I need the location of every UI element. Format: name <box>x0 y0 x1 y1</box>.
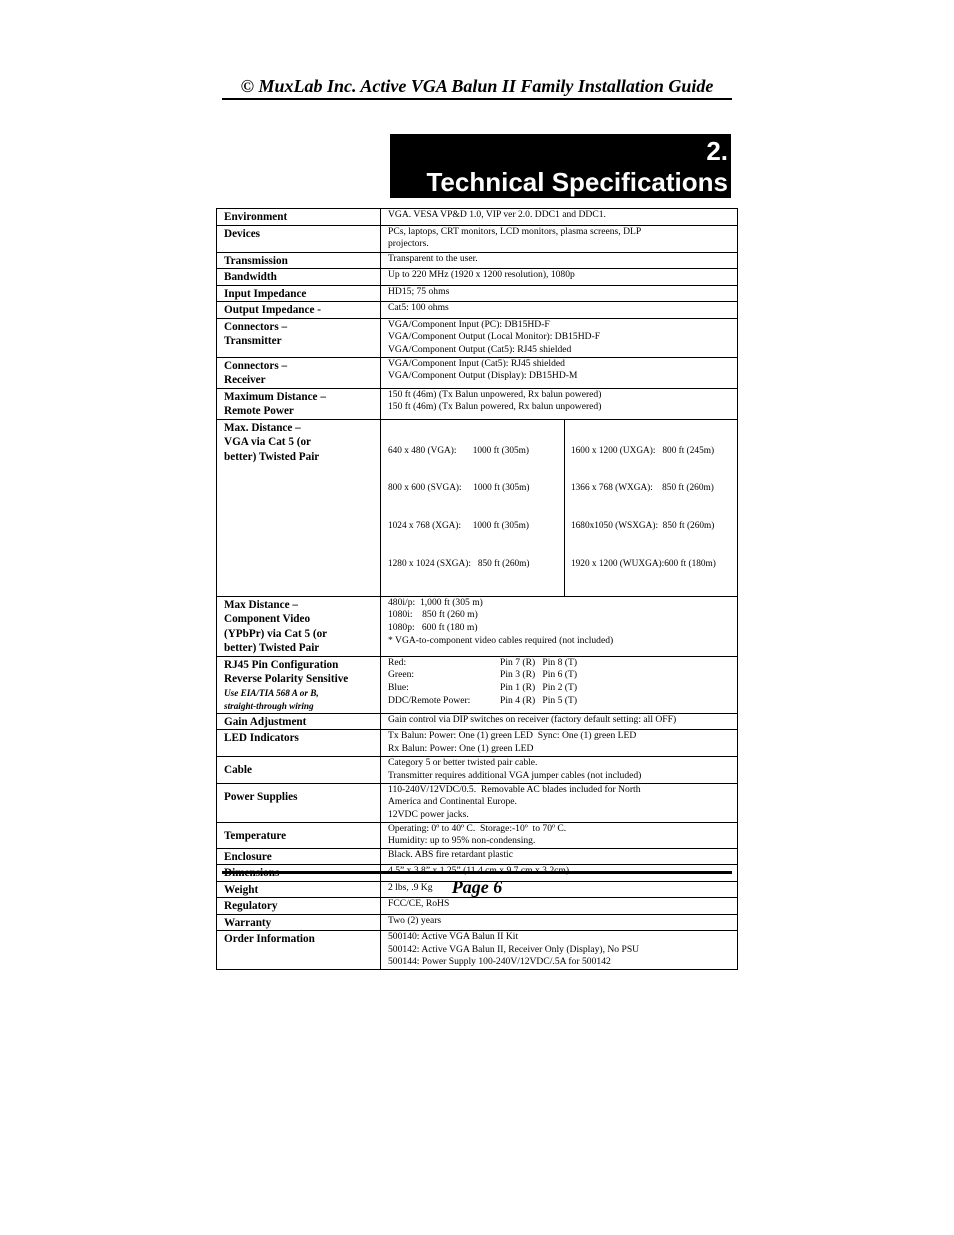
spec-row-input-impedance <box>217 285 738 302</box>
spec-label: Devices <box>217 225 381 252</box>
pin-table <box>388 657 735 707</box>
spec-line: 12VDC power jacks. <box>388 808 469 820</box>
spec-value: Two (2) years <box>381 914 738 931</box>
spec-label-line: Component Video <box>224 613 311 626</box>
spec-value <box>381 783 738 822</box>
spec-line: 150 ft (46m) (Tx Balun powered, Rx balun unpowered) <box>388 401 602 413</box>
spec-label: Input Impedance <box>217 285 381 302</box>
spec-row-temperature <box>217 822 738 848</box>
spec-line: 1080i: 850 ft (260 m) <box>388 609 478 621</box>
spec-line: 1080p: 600 ft (180 m) <box>388 622 478 633</box>
spec-line: 110-240V/12VDC/0.5. Removable AC blades included for North <box>388 783 641 795</box>
spec-line: Rx Balun: Power: One (1) green LED <box>388 742 534 754</box>
spec-line: 500140: Active VGA Balun II Kit <box>388 931 519 943</box>
spec-label <box>217 419 381 596</box>
spec-label-line: better) Twisted Pair <box>224 642 320 655</box>
spec-label: Weight <box>217 881 381 898</box>
page-number: Page 6 <box>451 877 503 897</box>
spec-line: 500142: Active VGA Balun II, Receiver Only (Display), No PSU <box>388 943 640 955</box>
resolution-line: 1680x1050 (WSXGA): 850 ft (260m) <box>571 521 715 532</box>
spec-line: VGA/Component Input (PC): DB15HD-F <box>388 318 550 330</box>
pin-numbers: Pin 3 (R) Pin 6 (T) <box>500 669 578 681</box>
spec-label-line: (YPbPr) via Cat 5 (or <box>224 627 328 640</box>
spec-label: Regulatory <box>217 898 381 915</box>
spec-label: Power Supplies <box>217 783 381 822</box>
spec-value <box>381 931 738 970</box>
page-header: © MuxLab Inc. Active VGA Balun II Family Installation Guide <box>222 74 732 100</box>
spec-label-line: Connectors – <box>224 320 288 333</box>
spec-label-line: Transmitter <box>224 335 282 347</box>
spec-row-power-supplies <box>217 783 738 822</box>
spec-value <box>381 388 738 419</box>
spec-value: Transparent to the user. <box>381 252 738 269</box>
pin-row <box>388 695 735 708</box>
section-title-box <box>390 134 731 198</box>
spec-value: 2 lbs, .9 Kg <box>381 881 738 898</box>
spec-label: Transmission <box>217 252 381 269</box>
spec-line: 480i/p: 1,000 ft (305 m) <box>388 596 483 608</box>
spec-label-line: Maximum Distance – <box>224 390 326 403</box>
spec-value <box>381 419 738 596</box>
pin-signal: Red: <box>388 656 407 668</box>
spec-value: Cat5: 100 ohms <box>381 302 738 319</box>
spec-label: Gain Adjustment <box>217 713 381 730</box>
pin-row <box>388 669 735 682</box>
spec-label: Output Impedance - <box>217 302 381 319</box>
spec-label-line: Max. Distance – <box>224 421 301 434</box>
spec-label-line: better) Twisted Pair <box>224 450 320 463</box>
spec-label: LED Indicators <box>217 730 381 757</box>
resolution-line: 1280 x 1024 (SXGA): 850 ft (260m) <box>388 559 530 570</box>
spec-label: Temperature <box>217 822 381 848</box>
spec-line: America and Continental Europe. <box>388 796 517 808</box>
resolution-line: 1600 x 1200 (UXGA): 800 ft (245m) <box>571 445 715 456</box>
spec-label-line: Remote Power <box>224 405 294 417</box>
resolution-table <box>381 420 737 596</box>
pin-row <box>388 682 735 695</box>
spec-label-line: Reverse Polarity Sensitive <box>224 673 349 686</box>
spec-row-regulatory <box>217 898 738 915</box>
spec-line: Operating: 0º to 40º C. Storage:-10º to 70º C. <box>388 822 567 834</box>
spec-value: 4.5” x 3.8” x 1.25” (11.4 cm x 9.7 cm x 3.2cm) <box>381 865 738 882</box>
spec-row-max-distance-vga <box>217 419 738 596</box>
spec-value <box>381 656 738 713</box>
spec-label-note: Use EIA/TIA 568 A or B, <box>224 687 319 698</box>
spec-row-cable <box>217 757 738 783</box>
spec-row-connectors-transmitter <box>217 318 738 357</box>
pin-numbers: Pin 1 (R) Pin 2 (T) <box>500 682 578 693</box>
spec-row-output-impedance <box>217 302 738 319</box>
resolution-line: 1920 x 1200 (WUXGA):600 ft (180m) <box>571 559 716 570</box>
spec-value: FCC/CE, RoHS <box>381 898 738 915</box>
resolution-line: 640 x 480 (VGA): 1000 ft (305m) <box>388 445 529 456</box>
spec-line: Humidity: up to 95% non-condensing. <box>388 835 536 847</box>
spec-label: Warranty <box>217 914 381 931</box>
spec-label-line: Max Distance – <box>224 598 298 611</box>
resolution-column-right <box>565 420 738 596</box>
spec-value: Up to 220 MHz (1920 x 1200 resolution), 1080p <box>381 269 738 286</box>
spec-value <box>381 822 738 848</box>
spec-row-devices <box>217 225 738 252</box>
spec-label-line: RJ45 Pin Configuration <box>224 658 339 671</box>
pin-numbers: Pin 4 (R) Pin 5 (T) <box>500 694 578 706</box>
spec-line: Transmitter requires additional VGA jumper cables (not included) <box>388 769 642 781</box>
spec-label-line: Receiver <box>224 374 266 386</box>
spec-label <box>217 357 381 388</box>
spec-label <box>217 596 381 656</box>
spec-line: Category 5 or better twisted pair cable. <box>388 757 538 769</box>
spec-row-led-indicators <box>217 730 738 757</box>
spec-value <box>381 730 738 757</box>
footer-divider <box>222 871 732 874</box>
spec-row-warranty <box>217 914 738 931</box>
spec-row-rj45-pin-configuration <box>217 656 738 713</box>
resolution-line: 1366 x 768 (WXGA): 850 ft (260m) <box>571 483 714 494</box>
spec-value: VGA. VESA VP&D 1.0, VIP ver 2.0. DDC1 and DDC1. <box>381 209 738 226</box>
section-number: 2. <box>706 136 728 166</box>
section-title: Technical Specifications <box>426 167 728 197</box>
spec-line: VGA/Component Input (Cat5): RJ45 shielded <box>388 357 565 369</box>
pin-signal: Green: <box>388 669 415 681</box>
spec-line: VGA/Component Output (Cat5): RJ45 shielded <box>388 343 572 355</box>
spec-line: 500144: Power Supply 100-240V/12VDC/.5A for 500142 <box>388 956 611 968</box>
spec-row-order-information <box>217 931 738 970</box>
specifications-table <box>216 208 738 970</box>
resolution-column-left <box>381 420 565 596</box>
spec-line: PCs, laptops, CRT monitors, LCD monitors, plasma screens, DLP <box>388 225 642 237</box>
spec-label-line: VGA via Cat 5 (or <box>224 436 312 448</box>
spec-row-environment <box>217 209 738 226</box>
spec-line: 150 ft (46m) (Tx Balun unpowered, Rx balun powered) <box>388 388 602 400</box>
resolution-columns <box>381 420 737 596</box>
resolution-line: 1024 x 768 (XGA): 1000 ft (305m) <box>388 521 529 532</box>
spec-row-connectors-receiver <box>217 357 738 388</box>
spec-value <box>381 757 738 783</box>
spec-label <box>217 318 381 357</box>
spec-row-enclosure <box>217 848 738 865</box>
spec-value: Black. ABS fire retardant plastic <box>381 848 738 865</box>
spec-line: VGA/Component Output (Local Monitor): DB15HD-F <box>388 331 601 343</box>
spec-row-transmission <box>217 252 738 269</box>
spec-line: VGA/Component Output (Display): DB15HD-M <box>388 370 578 382</box>
spec-label-note: straight-through wiring <box>224 700 314 711</box>
spec-value: HD15; 75 ohms <box>381 285 738 302</box>
spec-label <box>217 656 381 713</box>
spec-value: Gain control via DIP switches on receiver (factory default setting: all OFF) <box>381 713 738 730</box>
spec-line: projectors. <box>388 238 429 250</box>
spec-row-bandwidth <box>217 269 738 286</box>
pin-signal: Blue: <box>388 682 409 693</box>
pin-row <box>388 657 735 670</box>
spec-label: Enclosure <box>217 848 381 865</box>
spec-value <box>381 357 738 388</box>
spec-row-max-distance-remote-power <box>217 388 738 419</box>
spec-label-line: Connectors – <box>224 359 288 372</box>
spec-value <box>381 596 738 656</box>
spec-label: Environment <box>217 209 381 226</box>
spec-row-max-distance-component <box>217 596 738 656</box>
spec-label: Cable <box>217 757 381 783</box>
spec-label <box>217 388 381 419</box>
spec-line: * VGA-to-component video cables required (not included) <box>388 634 614 646</box>
spec-label: Dimensions <box>217 865 381 882</box>
spec-label: Bandwidth <box>217 269 381 286</box>
resolution-line: 800 x 600 (SVGA): 1000 ft (305m) <box>388 483 530 494</box>
pin-numbers: Pin 7 (R) Pin 8 (T) <box>500 656 578 668</box>
spec-row-gain-adjustment <box>217 713 738 730</box>
spec-value <box>381 318 738 357</box>
spec-value <box>381 225 738 252</box>
spec-label: Order Information <box>217 931 381 970</box>
spec-line: Tx Balun: Power: One (1) green LED Sync: One (1) green LED <box>388 730 637 742</box>
pin-signal: DDC/Remote Power: <box>388 694 471 706</box>
